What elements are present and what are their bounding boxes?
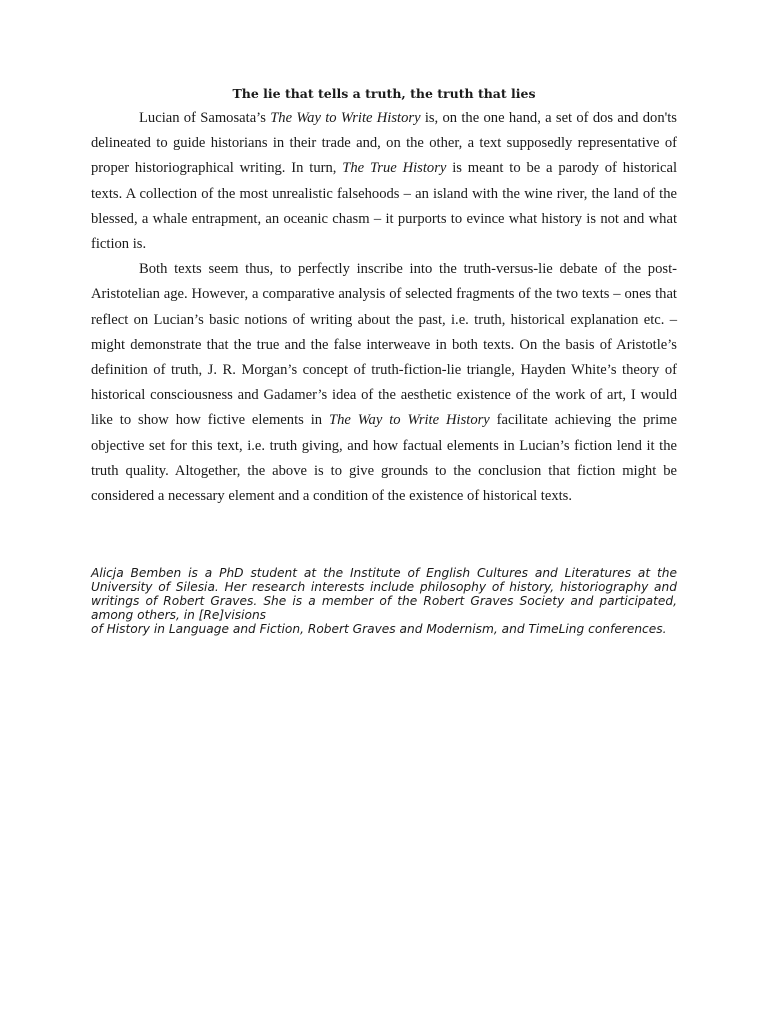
- paragraph-1-text-c: is meant to be a parody of historical texts. A collection of the most unrealistic falsehoods – an island with the wine river, the land of the blessed, a whale entrapment, an oceanic chasm – it purports to evince what history is not and what fiction is.: [91, 160, 678, 253]
- work-title-true-history: The True History: [342, 160, 447, 177]
- paragraph-2-text-b: facilitate achieving the prime objective set for this text, i.e. truth giving, and how factual elements in Lucian’s fiction lend it the truth quality. Altogether, the above is to give grounds to the conclusion that fiction might be considered a necessary element and a condition of the existence of historical texts.: [91, 412, 678, 505]
- paragraph-2: [91, 257, 677, 509]
- paragraph-2-text-a: Both texts seem thus, to perfectly inscribe into the truth-versus-lie debate of the post-Aristotelian age. However, a comparative analysis of selected fragments of the two texts – ones that reflect on Lucian’s basic notions of writing about the past, i.e. truth, historical explanation etc. – might demonstrate that the true and the false interweave in both texts. On the basis of Aristotle’s definition of truth, J. R. Morgan’s concept of truth-fiction-lie triangle, Hayden White’s theory of historical consciousness and Gadamer’s idea of the aesthetic existence of the work of art, I would like to show how fictive elements in: [91, 261, 677, 429]
- paragraph-1: [91, 106, 677, 257]
- document-title: The lie that tells a truth, the truth that lies: [232, 86, 536, 101]
- document-page: [91, 84, 677, 509]
- paragraph-1-text-b: is, on the one hand, a set of dos and don'ts delineated to guide historians in their trade and, on the other, a text supposedly representative of proper historiographical writing. In turn,: [91, 110, 677, 177]
- work-title-way-to-write-history: The Way to Write History: [270, 110, 421, 126]
- paragraph-1-text-a: Lucian of Samosata’s: [139, 110, 271, 126]
- author-bio-line-2: of History in Language and Fiction, Robert Graves and Modernism, and TimeLing conferences.: [91, 622, 667, 636]
- author-bio: [91, 566, 677, 636]
- work-title-way-to-write-history-2: The Way to Write History: [328, 412, 490, 429]
- author-bio-line-1: Alicja Bemben is a PhD student at the Institute of English Cultures and Literatures at the University of Silesia. Her research interests include philosophy of history, historiography and writings of Robert Graves. She is a member of the Robert Graves Society and participated, among others, in [Re]visions: [91, 566, 677, 622]
